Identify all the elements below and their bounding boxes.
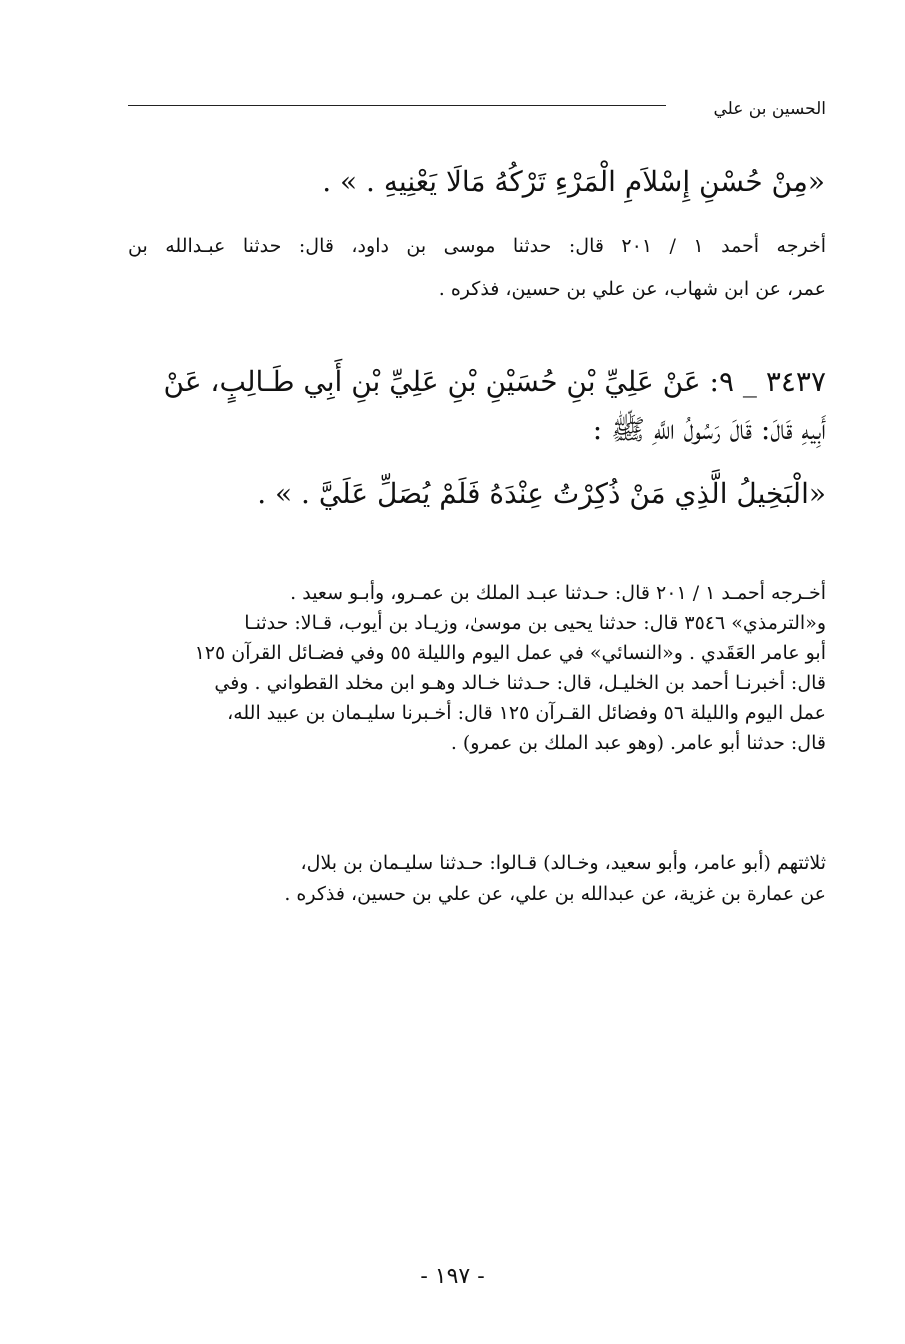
header-rule	[128, 105, 666, 106]
hadith-line: ٣٤٣٧ _ ٩: عَنْ عَلِيِّ بْنِ حُسَيْنِ بْنِ عَلِيِّ بْنِ أَبِي طَـالِبٍ، عَنْ	[163, 365, 826, 398]
hadith-3437	[128, 352, 826, 524]
chain-line: ثلاثتهم (أبو عامر، وأبو سعيد، وخـالد) قـالوا: حـدثنا سليـمان بن بلال،	[300, 852, 826, 874]
isnad-chain-3437	[128, 848, 826, 910]
takhrij-1	[128, 232, 826, 304]
takhrij-line: عمر، عن ابن شهاب، عن علي بن حسين، فذكره .	[438, 278, 826, 300]
running-title: الحسين بن علي	[713, 99, 826, 119]
takhrij-line: و«الترمذي» ٣٥٤٦ قال: حدثنا يحيى بن موسىٰ، وزيـاد بن أيوب، قـالا: حدثنـا	[244, 612, 826, 634]
quote-line: «مِنْ حُسْنِ إِسْلاَمِ الْمَرْءِ تَرْكُهُ مَالَا يَعْنِيهِ . » .	[322, 165, 825, 198]
takhrij-line: أبو عامر العَقَدي . و«النسائي» في عمل اليوم والليلة ٥٥ وفي فضـائل القرآن ١٢٥	[194, 642, 826, 664]
chain-line: عن عمارة بن غزية، عن عبدالله بن علي، عن علي بن حسين، فذكره .	[284, 883, 826, 905]
takhrij-line: قال: حدثنا أبو عامر. (وهو عبد الملك بن عمرو) .	[450, 732, 826, 754]
hadith-line: أَبِيهِ قَالَ: قَالَ رَسُولُ اللَّهِ ﷺ :	[592, 413, 826, 446]
takhrij-line: أخـرجه أحمـد ١ / ٢٠١ قال: حـدثنا عبـد الملك بن عمـرو، وأبـو سعيد .	[290, 582, 826, 604]
hadith-quote-1	[125, 152, 825, 212]
page-number: - ١٩٧ -	[420, 1264, 485, 1289]
takhrij-line: أخرجه أحمد ١ / ٢٠١ قال: حدثنا موسى بن داود، قال: حدثنا عبـدالله بن	[128, 235, 826, 257]
running-header	[128, 96, 826, 126]
takhrij-line: قال: أخبرنـا أحمد بن الخليـل، قال: حـدثنا خـالد وهـو ابن مخلد القطواني . وفي	[214, 672, 826, 694]
takhrij-3437	[128, 578, 826, 758]
hadith-line: «الْبَخِيلُ الَّذِي مَنْ ذُكِرْتُ عِنْدَهُ فَلَمْ يُصَلِّ عَلَيَّ . » .	[257, 477, 826, 510]
takhrij-line: عمل اليوم والليلة ٥٦ وفضائل القـرآن ١٢٥ قال: أخـبرنا سليـمان بن عبيد الله،	[227, 702, 826, 724]
